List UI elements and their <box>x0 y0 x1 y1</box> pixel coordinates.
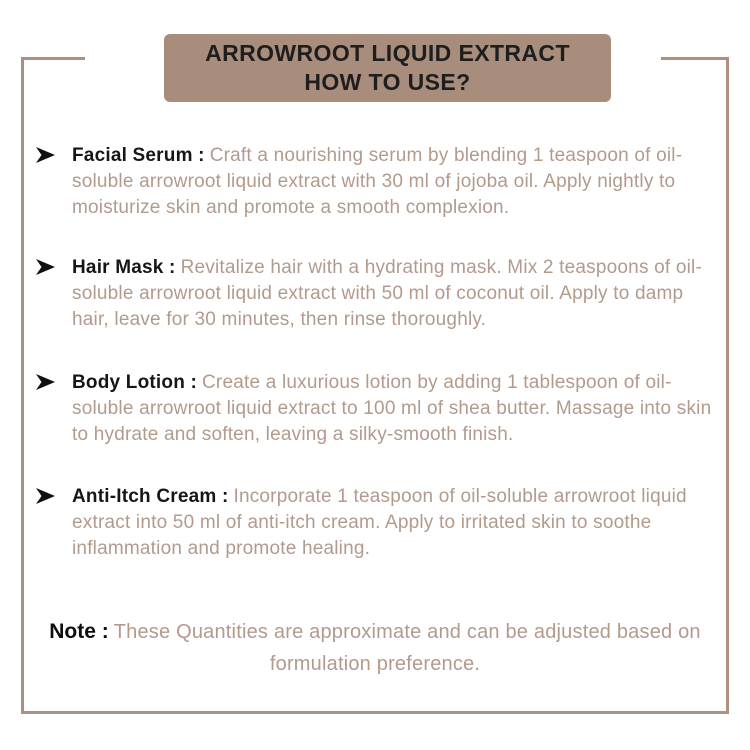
usage-item-anti-itch-cream <box>36 484 704 562</box>
arrow-bullet-icon <box>36 259 55 275</box>
item-label: Facial Serum : <box>72 145 205 166</box>
item-description: Craft a nourishing serum by blending 1 teaspoon of oil-soluble arrowroot liquid extract with 30 ml of jojoba oil. Apply nightly to moisturize skin and promote a smooth complexion. <box>72 145 683 218</box>
item-text <box>72 143 724 221</box>
note-block <box>40 617 710 681</box>
item-description: Revitalize hair with a hydrating mask. Mix 2 teaspoons of oil-soluble arrowroot liquid extract with 50 ml of coconut oil. Apply to damp hair, leave for 30 minutes, then rinse thoroughly. <box>72 257 702 330</box>
note-label: Note : <box>49 620 109 643</box>
item-text <box>72 370 724 448</box>
item-label: Hair Mask : <box>72 257 176 278</box>
item-description: Create a luxurious lotion by adding 1 tablespoon of oil-soluble arrowroot liquid extract to 100 ml of shea butter. Massage into skin to hydrate and soften, leaving a silky-smooth finish. <box>72 372 712 445</box>
page-title-line-1: ARROWROOT LIQUID EXTRACT <box>205 40 570 66</box>
item-label: Body Lotion : <box>72 372 198 393</box>
arrow-bullet-icon <box>36 488 55 504</box>
usage-item-facial-serum <box>36 143 704 221</box>
arrow-bullet-icon <box>36 374 55 390</box>
usage-item-hair-mask <box>36 255 704 333</box>
note-text: These Quantities are approximate and can be adjusted based on formulation preference. <box>113 621 701 675</box>
item-text <box>72 255 724 333</box>
page-title-line-2: HOW TO USE? <box>304 69 471 95</box>
page-title <box>164 34 611 102</box>
usage-item-body-lotion <box>36 370 712 448</box>
item-text <box>72 484 724 562</box>
item-label: Anti-Itch Cream : <box>72 486 229 507</box>
arrow-bullet-icon <box>36 147 55 163</box>
item-description: Incorporate 1 teaspoon of oil-soluble arrowroot liquid extract into 50 ml of anti-itch cream. Apply to irritated skin to soothe inflammation and promote healing. <box>72 486 687 559</box>
